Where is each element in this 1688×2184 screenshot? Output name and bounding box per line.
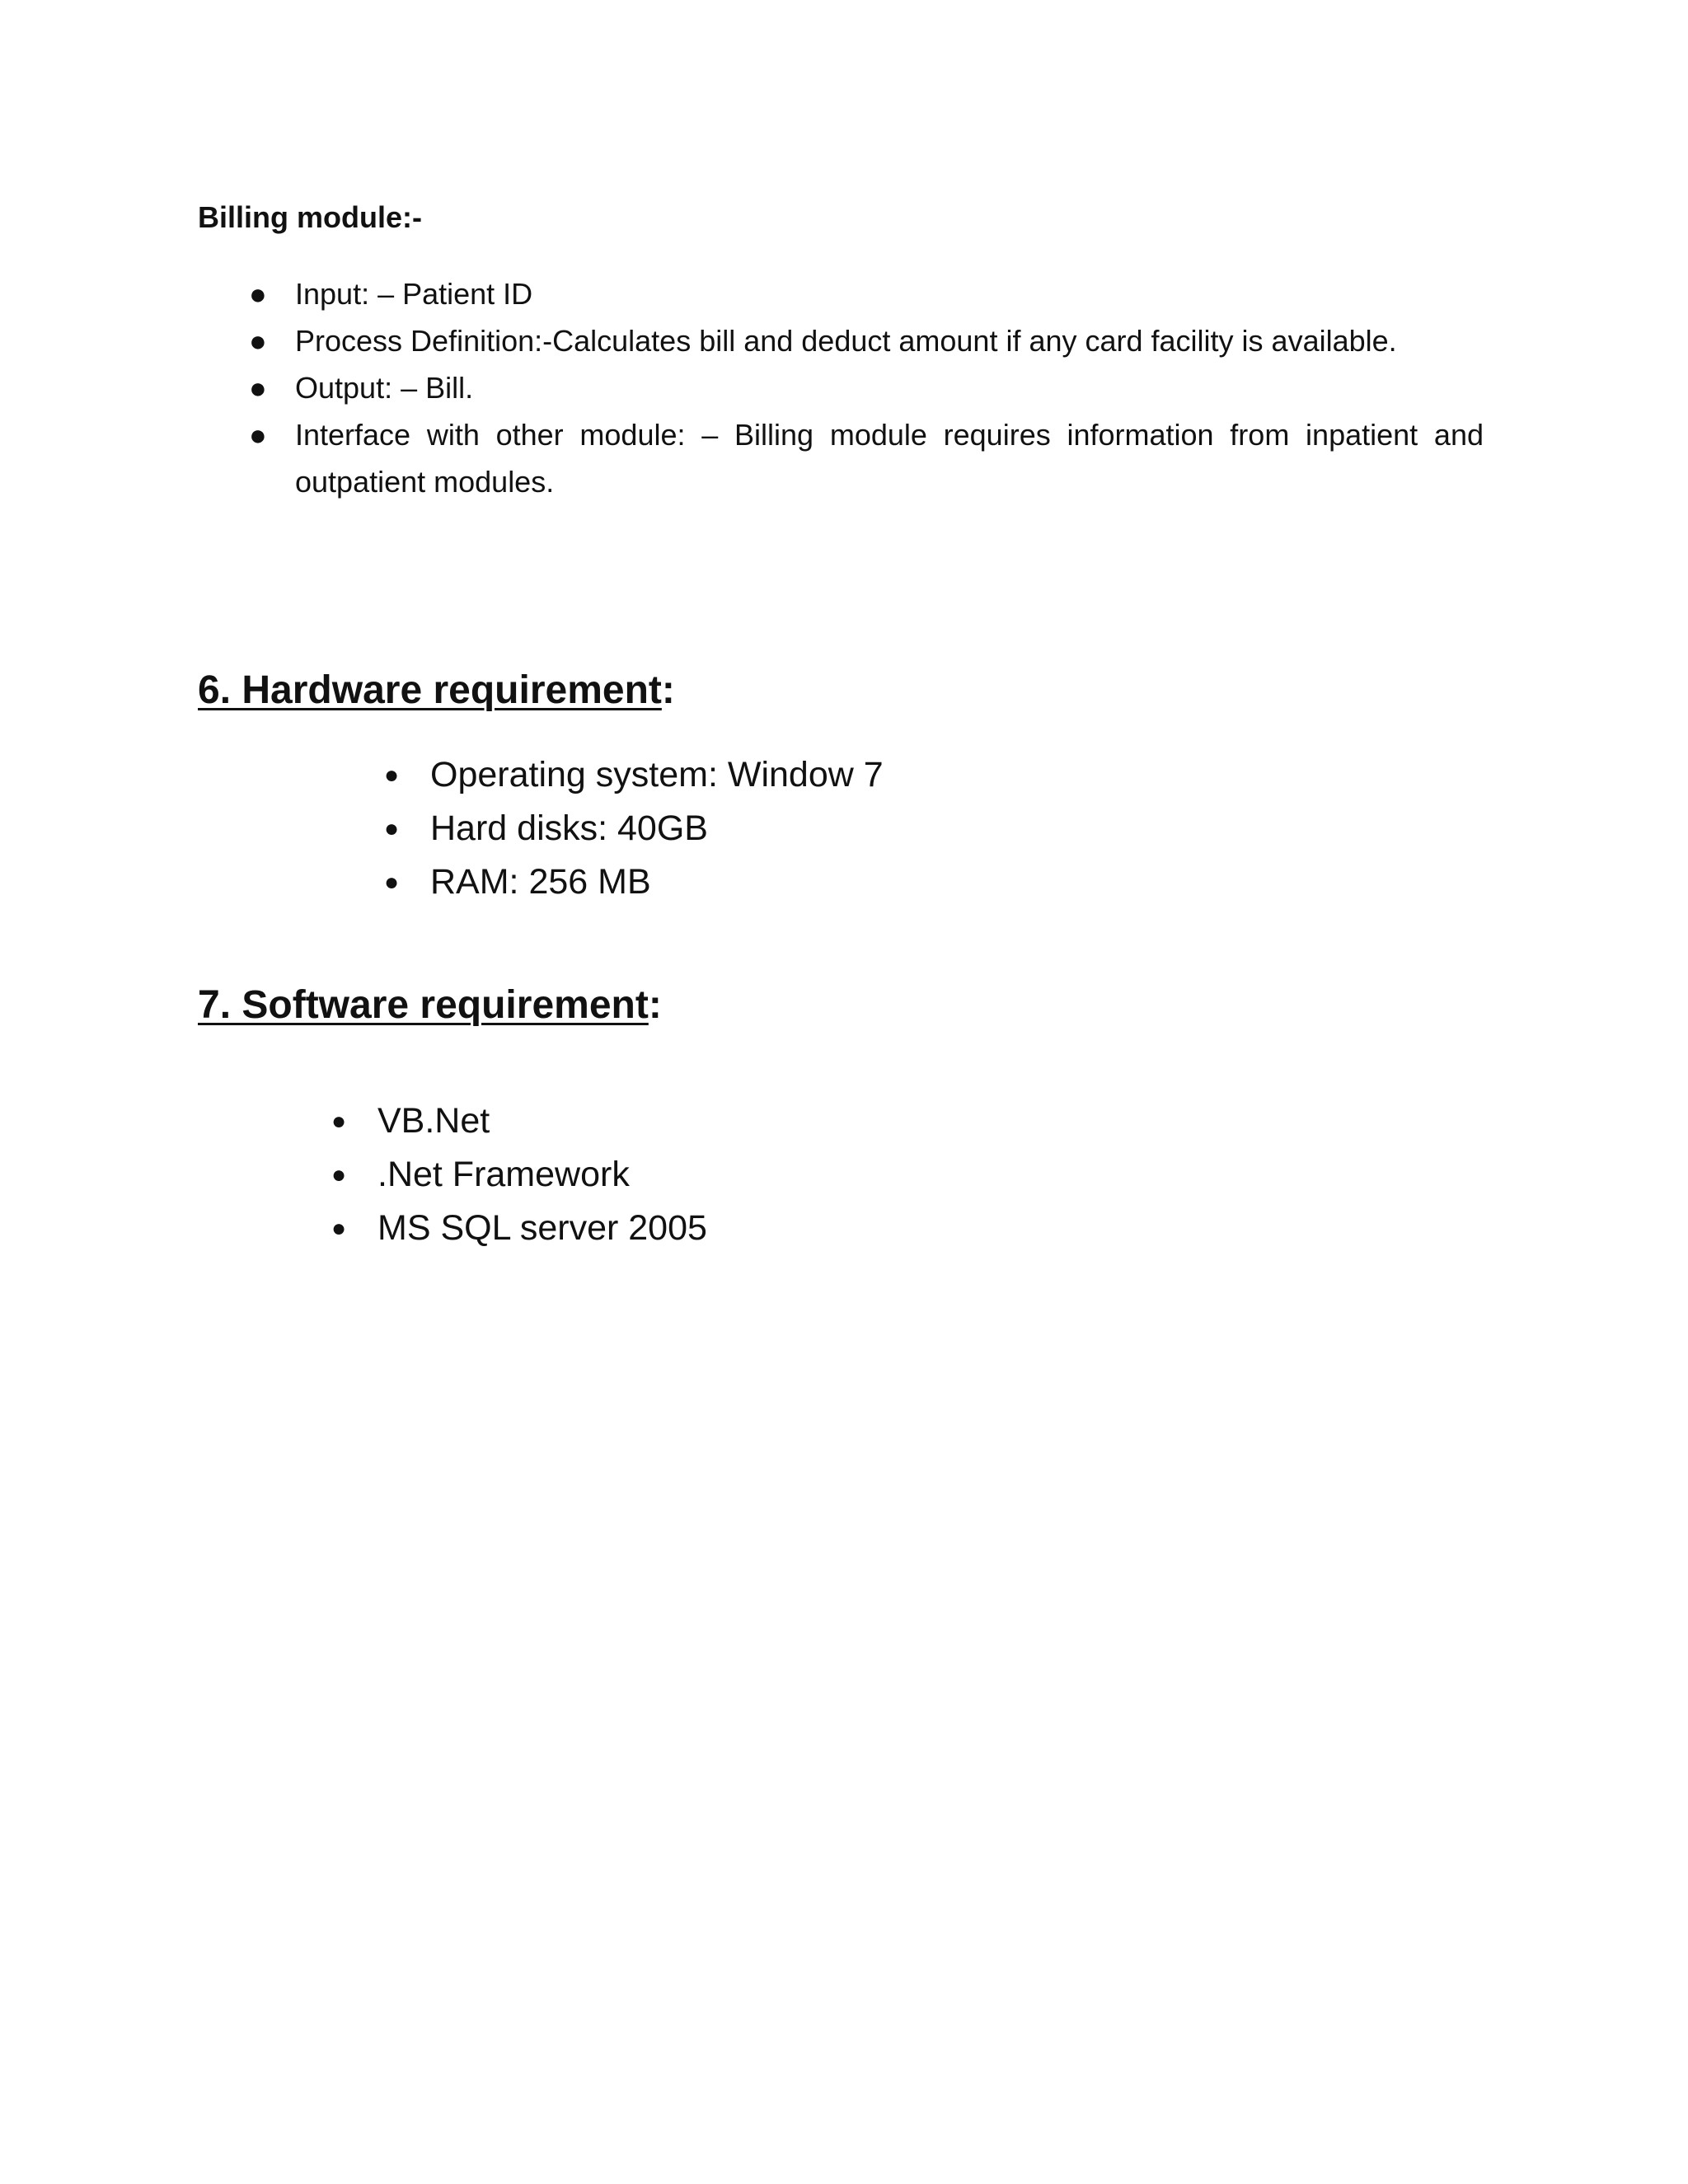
list-item: [384, 802, 884, 855]
billing-module-list: [198, 270, 1484, 505]
list-item: [384, 748, 884, 802]
billing-item-process: Process Definition:-Calculates bill and deduct amount if any card facility is available.: [295, 324, 1397, 358]
bullet-icon: ●: [331, 1161, 347, 1188]
bullet-icon: ●: [384, 869, 400, 896]
software-heading-colon: :: [648, 983, 662, 1027]
hardware-item-os: Operating system: Window 7: [430, 755, 884, 794]
hardware-heading: [198, 666, 675, 715]
hardware-heading-colon: :: [661, 668, 675, 712]
hardware-item-ram: RAM: 256 MB: [430, 862, 651, 902]
list-item: [198, 270, 1484, 317]
software-heading-text: 7. Software requirement: [198, 983, 649, 1027]
billing-item-input: Input: – Patient ID: [295, 277, 533, 311]
list-item: [331, 1148, 707, 1202]
billing-module-title: Billing module:-: [198, 200, 422, 234]
bullet-icon: ●: [249, 324, 267, 358]
billing-item-interface: Interface with other module: – Billing module requires information from inpatient and outpatient modules.: [295, 418, 1484, 499]
bullet-icon: ●: [384, 762, 400, 789]
software-item-sqlserver: MS SQL server 2005: [377, 1208, 707, 1248]
hardware-heading-text: 6. Hardware requirement: [198, 668, 662, 712]
bullet-icon: ●: [249, 371, 267, 405]
list-item: [331, 1202, 707, 1255]
list-item: [384, 855, 884, 909]
bullet-icon: ●: [249, 277, 267, 311]
bullet-icon: ●: [249, 418, 267, 452]
software-heading: [198, 981, 662, 1030]
list-item: [331, 1094, 707, 1148]
list-item: [198, 317, 1484, 364]
bullet-icon: ●: [331, 1108, 347, 1135]
billing-item-output: Output: – Bill.: [295, 371, 474, 405]
list-item: [198, 411, 1484, 505]
list-item: [198, 364, 1484, 411]
software-item-vbnet: VB.Net: [377, 1101, 490, 1141]
hardware-list: [384, 748, 884, 909]
software-item-framework: .Net Framework: [377, 1155, 630, 1194]
hardware-item-disk: Hard disks: 40GB: [430, 808, 708, 848]
bullet-icon: ●: [384, 815, 400, 842]
bullet-icon: ●: [331, 1215, 347, 1242]
software-list: [331, 1094, 707, 1255]
